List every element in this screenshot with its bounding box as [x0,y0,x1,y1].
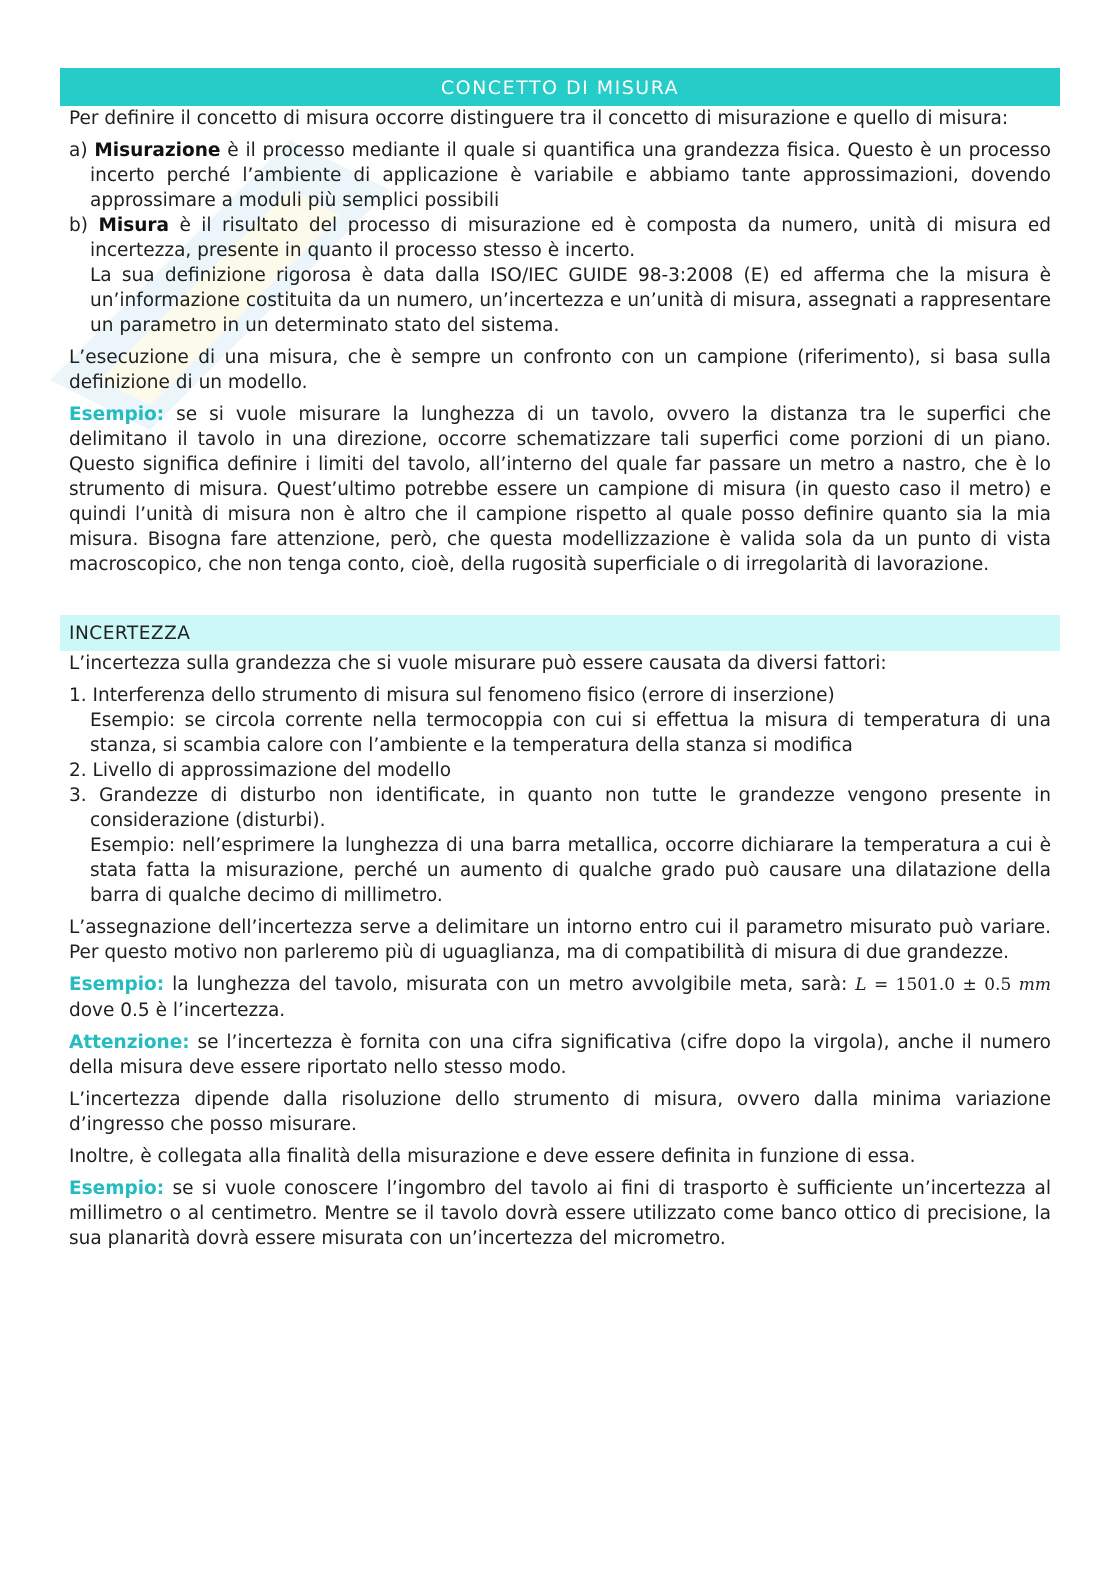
example-text: se si vuole misurare la lunghezza di un tavolo, ovvero la distanza tra le superfici che delimitano il tavolo in una direzione, occorre schematizzare tali superfici come porzioni di un piano. Questo significa definire i limiti del tavolo, all’interno del quale far passare un metro a nastro, che è lo strumento di misura. Quest’ultimo potrebbe essere un campione di misura (in questo caso il metro) e quindi l’unità di misura non è altro che il campione rispetto al quale posso definire quanto sia la mia misura. Bisogna fare attenzione, però, che questa modellizzazione è valida sola da un punto di vista macroscopico, che non tenga conto, cioè, della rugosità superficiale o di irregolarità di lavorazione. [69,404,1051,575]
model-paragraph: L’esecuzione di una misura, che è sempre un confronto con un campione (riferimento), si basa sulla definizione di un modello. [69,347,1051,393]
example-paragraph [69,402,1051,577]
list-item-3-example: Esempio: nell’esprimere la lunghezza di una barra metallica, occorre dichiarare la temperatura a cui è stata fatta la misurazione, perché un aumento di qualche grado può causare una dilatazione della barra di qualche decimo di millimetro. [90,835,1051,906]
list-item-a [69,138,1051,213]
item-text: Interferenza dello strumento di misura sul fenomeno fisico (errore di inserzione) [92,685,835,706]
example-text: la lunghezza del tavolo, misurata con un metro avvolgibile meta, sarà: [172,974,848,995]
section-body-concetto [60,106,1060,577]
section-title-incertezza: INCERTEZZA [60,615,1060,651]
example-label: Esempio: [69,974,165,995]
formula-unit: mm [1018,975,1051,995]
assign-paragraph: L’assegnazione dell’incertezza serve a delimitare un intorno entro cui il parametro misurato può variare. Per questo motivo non parleremo più di uguaglianza, ma di compatibilità di misura di due grandezze. [69,917,1051,963]
item-marker: 2. [69,760,87,781]
example-label: Esempio: [69,1178,165,1199]
item-marker: 1. [69,685,87,706]
formula [855,975,1051,995]
item-text: è il risultato del processo di misurazione ed è composta da numero, unità di misura ed incertezza, presente in quanto il processo stesso è incerto. [90,215,1051,261]
list-item-3 [69,783,1051,833]
example-text-2: dove 0.5 è l’incertezza. [69,1000,286,1021]
list-item-1 [69,683,1051,708]
attention-paragraph [69,1030,1051,1080]
item-text: Grandezze di disturbo non identificate, in quanto non tutte le grandezze vengono presente in considerazione (disturbi). [90,785,1051,831]
section-title-concetto: CONCETTO DI MISURA [60,68,1060,106]
formula-variable: L [855,975,867,995]
formula-value: = 1501.0 ± 0.5 [866,975,1019,995]
attention-label: Attenzione: [69,1032,190,1053]
section-body-incertezza [60,651,1060,1251]
resolution-paragraph: L’incertezza dipende dalla risoluzione dello strumento di misura, ovvero dalla minima variazione d’ingresso che posso misurare. [69,1089,1051,1135]
item-text: Livello di approssimazione del modello [92,760,452,781]
example-label: Esempio: [69,404,165,425]
item-marker: 3. [69,785,87,806]
example2-paragraph [69,1176,1051,1251]
example-text: se si vuole conoscere l’ingombro del tavolo ai fini di trasporto è sufficiente un’incertezza al millimetro o al centimetro. Mentre se il tavolo dovrà essere utilizzato come banco ottico di precisione, la sua planarità dovrà essere misurata con un’incertezza del micrometro. [69,1178,1051,1249]
intro-paragraph: Per definire il concetto di misura occorre distinguere tra il concetto di misurazione e quello di misura: [69,108,1009,129]
document-page [60,68,1060,1258]
example1-paragraph [69,972,1051,1023]
term-misurazione: Misurazione [94,140,221,161]
finalita-paragraph: Inoltre, è collegata alla finalità della misurazione e deve essere definita in funzione di essa. [69,1146,916,1167]
term-misura: Misura [98,215,169,236]
list-item-2 [69,758,1051,783]
definition-paragraph: La sua definizione rigorosa è data dalla ISO/IEC GUIDE 98-3:2008 (E) ed afferma che la misura è un’informazione costituita da un numero, un’incertezza e un’unità di misura, assegnati a rappresentare un parametro in un determinato stato del sistema. [90,265,1051,336]
item-marker: b) [69,215,88,236]
item-text: è il processo mediante il quale si quantifica una grandezza fisica. Questo è un processo incerto perché l’ambiente di applicazione è variabile e abbiamo tante approssimazioni, dovendo approssimare a moduli più semplici possibili [90,140,1052,211]
intro-paragraph: L’incertezza sulla grandezza che si vuole misurare può essere causata da diversi fattori: [69,653,887,674]
list-item-1-example: Esempio: se circola corrente nella termocoppia con cui si effettua la misura di temperatura di una stanza, si scambia calore con l’ambiente e la temperatura della stanza si modifica [90,710,1051,756]
attention-text: se l’incertezza è fornita con una cifra significativa (cifre dopo la virgola), anche il numero della misura deve essere riportato nello stesso modo. [69,1032,1052,1078]
item-marker: a) [69,140,88,161]
list-item-b [69,213,1051,263]
